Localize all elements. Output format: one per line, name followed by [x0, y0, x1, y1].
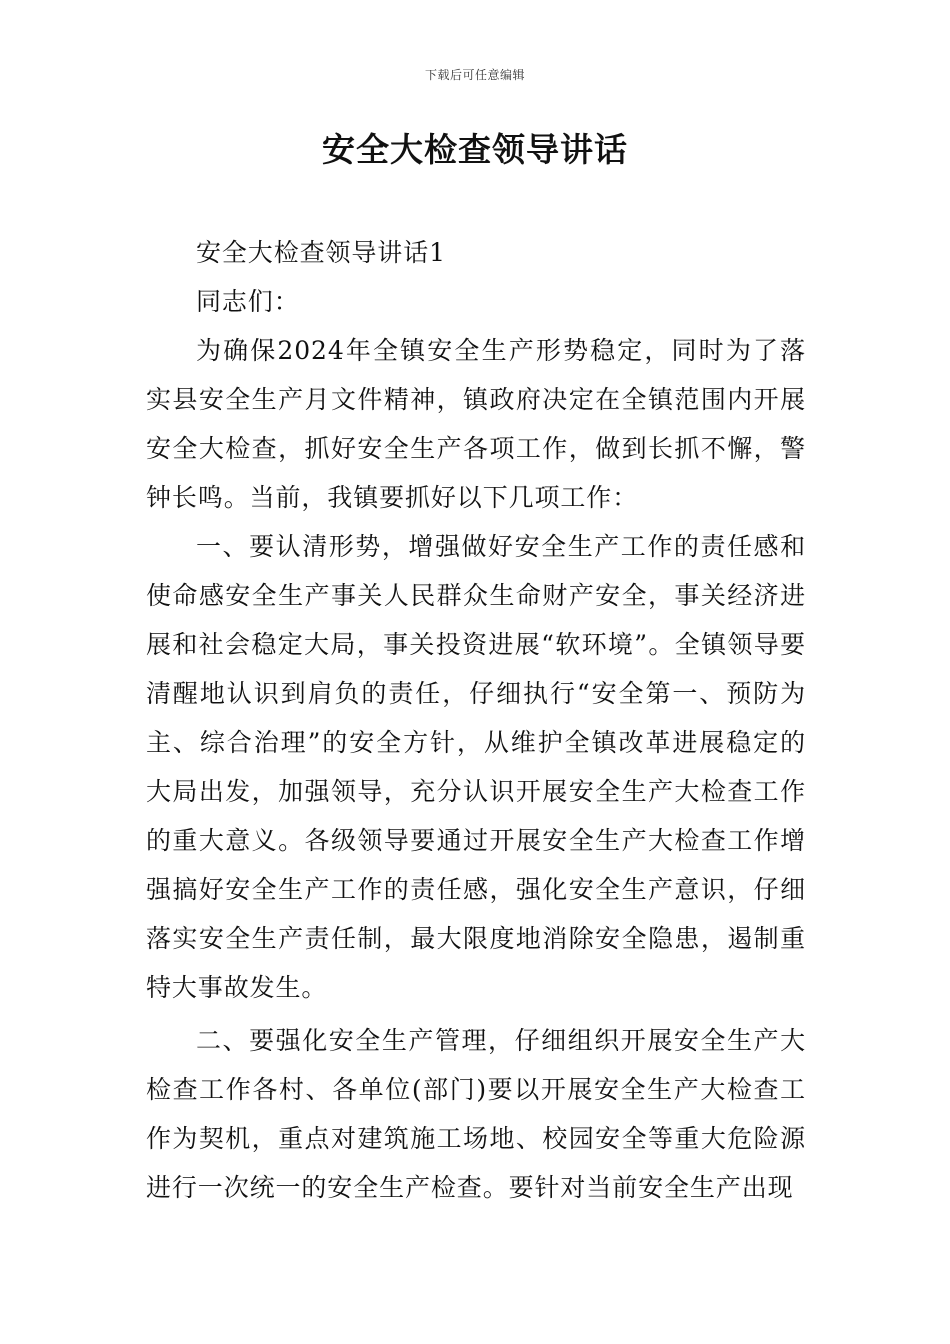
salutation: 同志们： [196, 287, 300, 316]
header-note: 下载后可任意编辑 [424, 68, 525, 82]
document-title: 安全大检查领导讲话 [322, 130, 628, 169]
body-paragraph: 一、要认清形势，增强做好安全生产工作的责任感和使命感安全生产事关人民群众生命财产安全，事关经济进展和社会稳定大局，事关投资进展“软环境”。全镇领导要清醒地认识到肩负的责任，仔细执行“安全第一、预防为主、综合治理”的安全方针，从维护全镇改革进展稳定的大局出发，加强领导，充分认识开展安全生产大检查工作的重大意义。各级领导要通过开展安全生产大检查工作增强搞好安全生产工作的责任感，强化安全生产意识，仔细落实安全生产责任制，最大限度地消除安全隐患，遏制重特大事故发生。 [146, 532, 806, 1002]
body-paragraph: 为确保2024年全镇安全生产形势稳定，同时为了落实县安全生产月文件精神，镇政府决定在全镇范围内开展安全大检查，抓好安全生产各项工作，做到长抓不懈，警钟长鸣。当前，我镇要抓好以下几项工作： [146, 336, 806, 512]
body-paragraph: 二、要强化安全生产管理，仔细组织开展安全生产大检查工作各村、各单位(部门)要以开展安全生产大检查工作为契机，重点对建筑施工场地、校园安全等重大危险源进行一次统一的安全生产检查。要针对当前安全生产出现 [146, 1026, 806, 1202]
section-heading: 安全大检查领导讲话1 [196, 238, 446, 267]
document-body [146, 228, 806, 1212]
